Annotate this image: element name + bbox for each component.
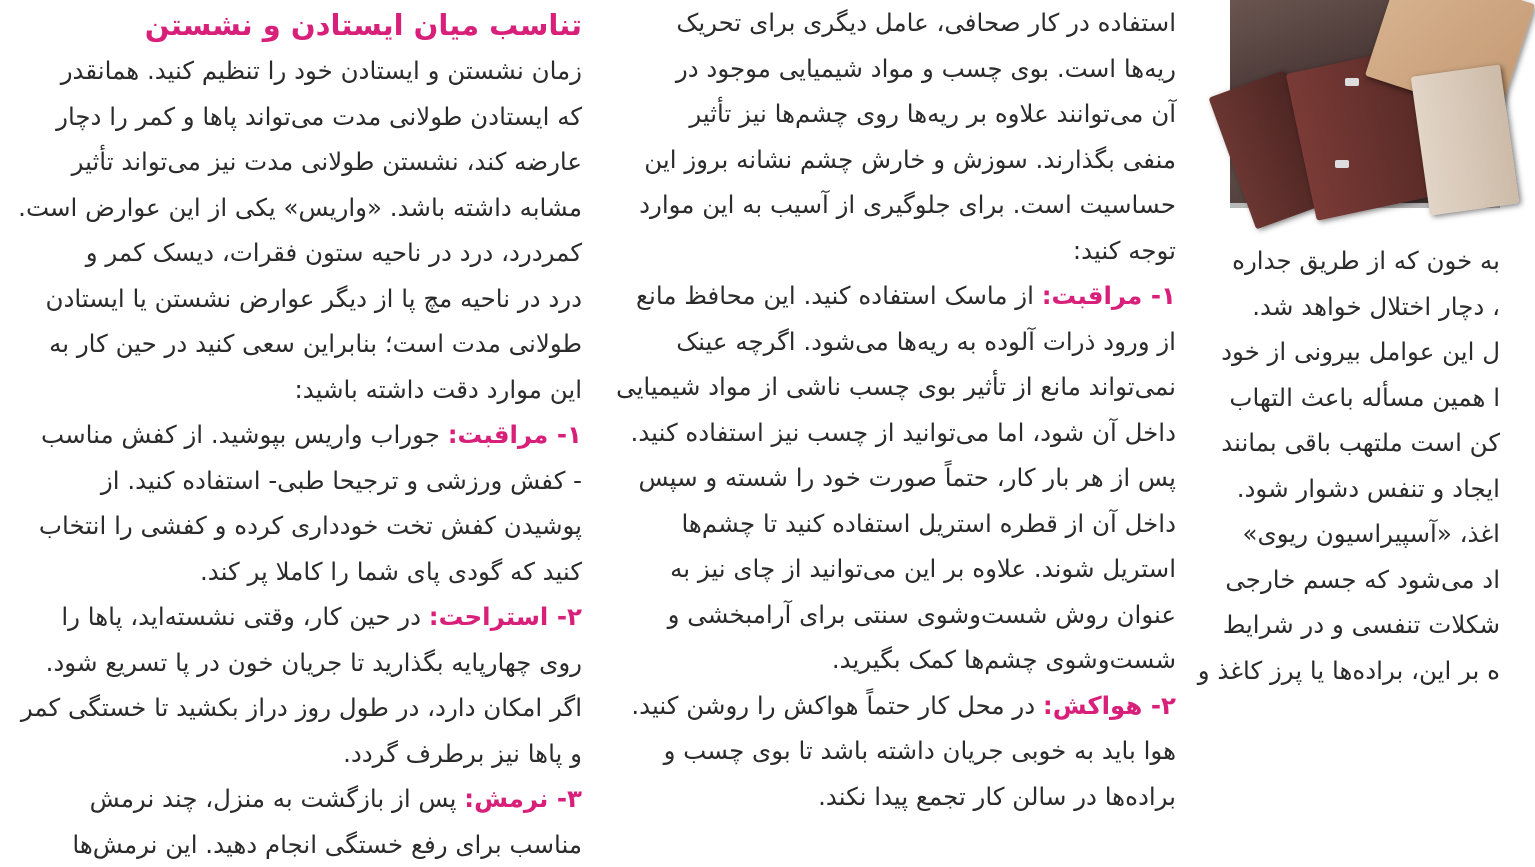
text-line: کنید که گودی پای شما را کاملا پر کند.	[40, 549, 582, 595]
text-line: طولانی مدت است؛ بنابراین سعی کنید در حین کار به	[40, 321, 582, 367]
text-line: داخل آن از قطره استریل استفاده کنید تا چشم‌ها	[634, 501, 1176, 547]
text-line: عارضه کند، نشستن طولانی مدت نیز می‌تواند تأثیر	[40, 139, 582, 185]
text-line: داخل آن شود، اما می‌توانید از چسب نیز استفاده کنید.	[634, 410, 1176, 456]
tip-label: ۱- مراقبت:	[448, 420, 582, 449]
text-line: شست‌وشوی چشم‌ها کمک بگیرید.	[634, 637, 1176, 683]
section-title: تناسب میان ایستادن و نشستن	[40, 2, 582, 48]
cover-emblem-shape	[1345, 78, 1359, 86]
text-line: آن می‌توانند علاوه بر ریه‌ها روی چشم‌ها نیز تأثیر	[634, 91, 1176, 137]
text-line: ه بر این، براده‌ها یا پرز کاغذ و	[1228, 648, 1500, 694]
tip-text: در حین کار، وقتی نشسته‌اید، پاها را	[61, 602, 428, 631]
tip-label: ۳- نرمش:	[464, 784, 582, 813]
article-column-middle	[634, 0, 1176, 847]
text-line: استریل شوند. علاوه بر این می‌توانید از چای نیز به	[634, 546, 1176, 592]
intro-paragraph	[40, 48, 582, 412]
text-line: زمان نشستن و ایستادن خود را تنظیم کنید. همانقدر	[40, 48, 582, 94]
text-line: به خون که از طریق جداره	[1228, 238, 1500, 284]
article-column-right	[1228, 238, 1500, 698]
text-line: از ورود ذرات آلوده به ریه‌ها می‌شود. اگرچه عینک	[634, 319, 1176, 365]
text-line: براده‌ها در سالن کار تجمع پیدا نکند.	[634, 774, 1176, 820]
intro-paragraph	[634, 0, 1176, 273]
text-line: اغذ، «آسپیراسیون ریوی»	[1228, 511, 1500, 557]
paper-stack-shape	[1411, 64, 1520, 215]
tip-care	[634, 273, 1176, 683]
text-line: اگر امکان دارد، در طول روز دراز بکشید تا خستگی کمر	[40, 685, 582, 731]
text-line: توجه کنید:	[634, 228, 1176, 274]
text-line: ل این عوامل بیرونی از خود	[1228, 329, 1500, 375]
text-line	[634, 683, 1176, 729]
text-line: این موارد دقت داشته باشید:	[40, 367, 582, 413]
text-line: نمی‌تواند مانع از تأثیر بوی چسب ناشی از مواد شیمیایی	[634, 364, 1176, 410]
text-line: هوا باید به خوبی جریان داشته باشد تا بوی چسب و	[634, 728, 1176, 774]
text-line: ا همین مسأله باعث التهاب	[1228, 375, 1500, 421]
tip-rest	[40, 594, 582, 776]
text-line: اد می‌شود که جسم خارجی	[1228, 557, 1500, 603]
text-line	[40, 412, 582, 458]
text-line: ایجاد و تنفس دشوار شود.	[1228, 466, 1500, 512]
text-line	[634, 273, 1176, 319]
tip-ventilation	[634, 683, 1176, 820]
text-line: درد در ناحیه مچ پا از دیگر عوارض نشستن یا ایستادن	[40, 276, 582, 322]
text-line: روی چهارپایه بگذارید تا جریان خون در پا تسریع شود.	[40, 640, 582, 686]
text-line	[40, 776, 582, 822]
text-line: عنوان روش شست‌وشوی سنتی برای آرامبخشی و	[634, 592, 1176, 638]
text-line: ریه‌ها است. بوی چسب و مواد شیمیایی موجود در	[634, 46, 1176, 92]
text-line: حساسیت است. برای جلوگیری از آسیب به این موارد	[634, 182, 1176, 228]
text-line: منفی بگذارند. سوزش و خارش چشم نشانه بروز این	[634, 137, 1176, 183]
tip-care	[40, 412, 582, 594]
tip-label: ۱- مراقبت:	[1042, 281, 1176, 310]
text-line	[40, 594, 582, 640]
text-line: کمردرد، درد در ناحیه ستون فقرات، دیسک کمر و	[40, 230, 582, 276]
text-line: و پاها نیز برطرف گردد.	[40, 731, 582, 777]
tip-text: جوراب واریس بپوشید. از کفش مناسب	[41, 420, 448, 449]
text-line: ، دچار اختلال خواهد شد.	[1228, 284, 1500, 330]
tip-text: پس از بازگشت به منزل، چند نرمش	[90, 784, 465, 813]
text-line: مناسب برای رفع خستگی انجام دهید. این نرمش‌ها	[40, 822, 582, 867]
text-line: شکلات تنفسی و در شرایط	[1228, 602, 1500, 648]
text-line: که ایستادن طولانی مدت می‌تواند پاها و کمر را دچار	[40, 94, 582, 140]
text-line: کن است ملتهب باقی بمانند	[1228, 420, 1500, 466]
text-line: پوشیدن کفش تخت خودداری کرده و کفشی را انتخاب	[40, 503, 582, 549]
text-line: استفاده در کار صحافی، عامل دیگری برای تحریک	[634, 0, 1176, 46]
article-column-left	[40, 0, 582, 847]
bookbinding-photo	[1230, 0, 1500, 208]
tip-label: ۲- استراحت:	[429, 602, 582, 631]
text-line: - کفش ورزشی و ترجیحا طبی- استفاده کنید. از	[40, 458, 582, 504]
tip-text: در محل کار حتماً هواکش را روشن کنید.	[631, 691, 1043, 720]
text-line: پس از هر بار کار، حتماً صورت خود را شسته و سپس	[634, 455, 1176, 501]
tip-label: ۲- هواکش:	[1043, 691, 1176, 720]
tip-exercise	[40, 776, 582, 867]
cover-emblem-shape	[1335, 160, 1349, 168]
tip-text: از ماسک استفاده کنید. این محافظ مانع	[636, 281, 1042, 310]
text-line: مشابه داشته باشد. «واریس» یکی از این عوارض است.	[40, 185, 582, 231]
